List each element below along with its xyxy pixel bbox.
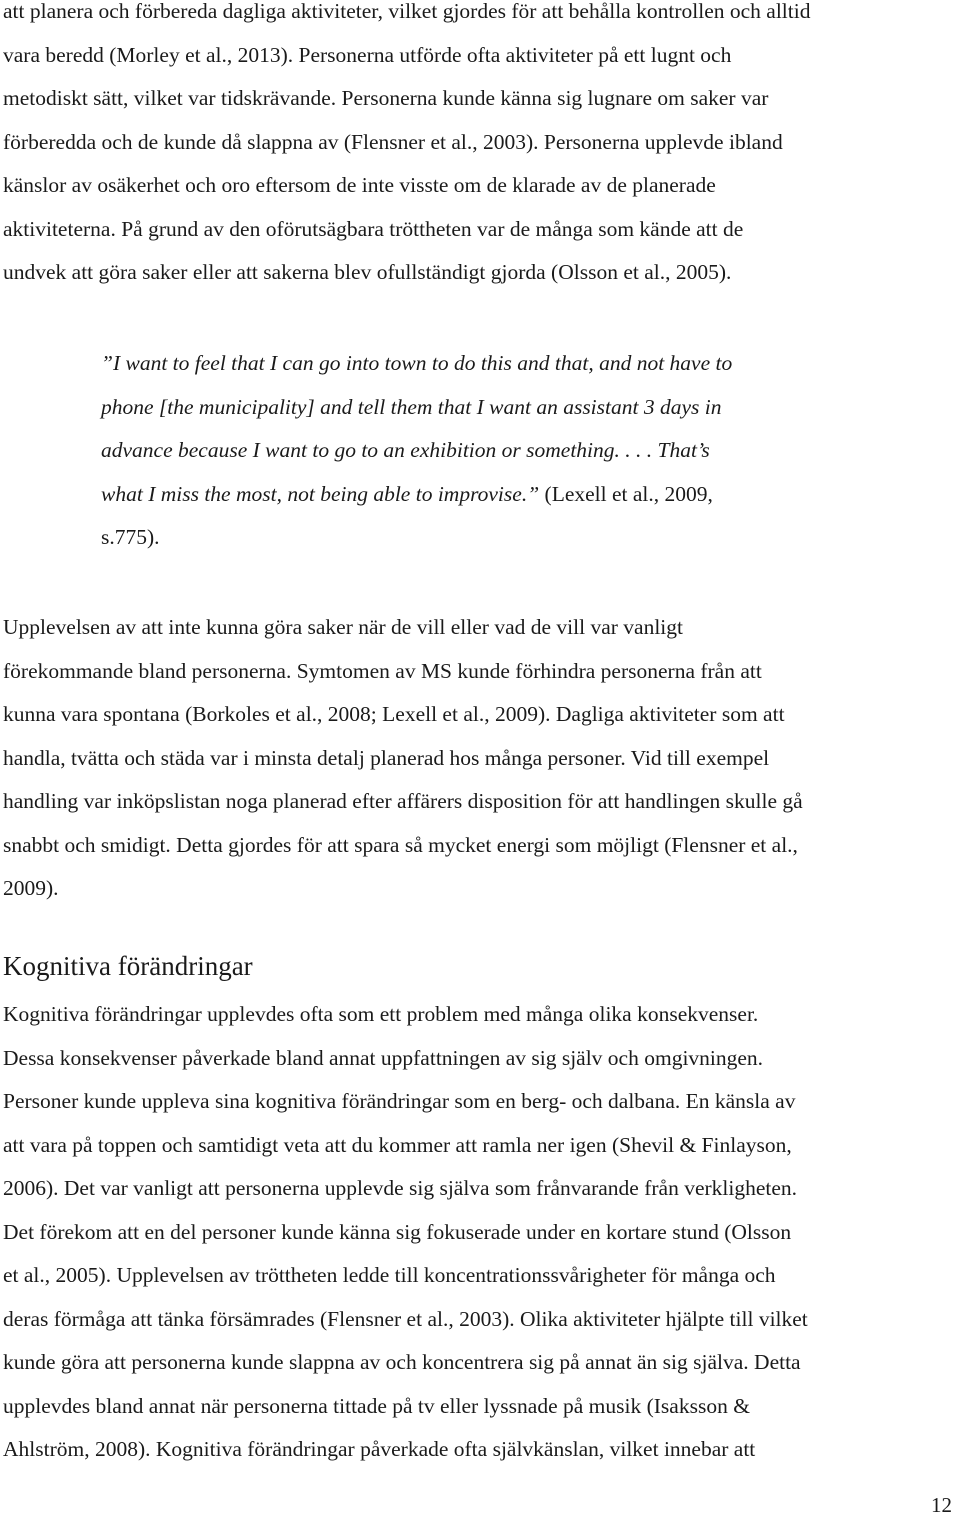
text-line: metodiskt sätt, vilket var tidskrävande. Personerna kunde känna sig lugnare om saker var	[3, 86, 769, 110]
quote-line	[101, 429, 861, 473]
text-line: deras förmåga att tänka försämrades (Flensner et al., 2003). Olika aktiviteter hjälpte till vilket	[3, 1306, 808, 1331]
text-line: undvek att göra saker eller att sakerna blev ofullständigt gjorda (Olsson et al., 2005).	[3, 260, 732, 284]
body-paragraph-cognitive	[3, 993, 955, 1472]
text-line: förberedda och de kunde då slappna av (Flensner et al., 2003). Personerna upplevde ibland	[3, 129, 783, 154]
quote-citation: (Lexell et al., 2009,	[539, 481, 713, 506]
text-line: förekommande bland personerna. Symtomen av MS kunde förhindra personerna från att	[3, 658, 762, 683]
quote-line	[101, 342, 861, 386]
block-quote	[101, 342, 861, 560]
text-line: att planera och förbereda dagliga aktiviteter, vilket gjordes för att behålla kontrollen och alltid	[3, 0, 811, 23]
text-line: handling var inköpslistan noga planerad efter affärers disposition för att handlingen skulle gå	[3, 789, 803, 813]
text-line: upplevdes bland annat när personerna tittade på tv eller lyssnade på musik (Isaksson &	[3, 1393, 750, 1418]
text-line: Kognitiva förändringar upplevdes ofta som ett problem med många olika konsekvenser.	[3, 1002, 759, 1026]
quote-line	[101, 386, 861, 430]
text-line: Ahlström, 2008). Kognitiva förändringar påverkade ofta självkänslan, vilket innebar att	[3, 1437, 756, 1461]
body-paragraph-planning	[3, 0, 955, 295]
quote-italic-text: what I miss the most, not being able to improvise.”	[101, 481, 540, 506]
text-line: vara beredd (Morley et al., 2013). Personerna utförde ofta aktiviteter på ett lugnt och	[3, 42, 732, 67]
text-line: Personer kunde uppleva sina kognitiva förändringar som en berg- och dalbana. En känsla av	[3, 1089, 796, 1113]
text-line: Det förekom att en del personer kunde känna sig fokuserade under en kortare stund (Olsson	[3, 1219, 792, 1244]
body-paragraph-spontaneity	[3, 606, 955, 911]
text-line: känslor av osäkerhet och oro eftersom de inte visste om de klarade av de planerade	[3, 173, 716, 197]
text-line: et al., 2005). Upplevelsen av tröttheten ledde till koncentrationssvårigheter för många och	[3, 1263, 776, 1287]
quote-italic-text: phone [the municipality] and tell them that I want an assistant 3 days in	[101, 394, 722, 419]
quote-line	[101, 473, 861, 517]
text-line: kunna vara spontana (Borkoles et al., 2008; Lexell et al., 2009). Dagliga aktiviteter som att	[3, 702, 785, 726]
quote-italic-text: ”I want to feel that I can go into town to do this and that, and not have to	[101, 351, 733, 375]
text-line: 2006). Det var vanligt att personerna upplevde sig själva som frånvarande från verkligheten.	[3, 1176, 798, 1200]
text-line: att vara på toppen och samtidigt veta att du kommer att ramla ner igen (Shevil & Finlayson,	[3, 1132, 792, 1157]
quote-italic-text: advance because I want to go to an exhibition or something. . . . That’s	[101, 438, 710, 462]
section-heading: Kognitiva förändringar	[3, 951, 253, 981]
text-line: handla, tvätta och städa var i minsta detalj planerad hos många personer. Vid till exempel	[3, 745, 770, 770]
text-line: 2009).	[3, 876, 59, 900]
text-line: Dessa konsekvenser påverkade bland annat uppfattningen av sig själv och omgivningen.	[3, 1045, 764, 1070]
quote-citation-end: s.775).	[101, 525, 160, 549]
page-number: 12	[931, 1493, 952, 1517]
text-line: kunde göra att personerna kunde slappna av och koncentrera sig på annat än sig själva. Detta	[3, 1350, 801, 1374]
text-line: Upplevelsen av att inte kunna göra saker när de vill eller vad de vill var vanligt	[3, 615, 684, 639]
text-line: aktiviteterna. På grund av den oförutsägbara tröttheten var de många som kände att de	[3, 216, 744, 241]
text-line: snabbt och smidigt. Detta gjordes för att spara så mycket energi som möjligt (Flensner et al.,	[3, 832, 798, 857]
